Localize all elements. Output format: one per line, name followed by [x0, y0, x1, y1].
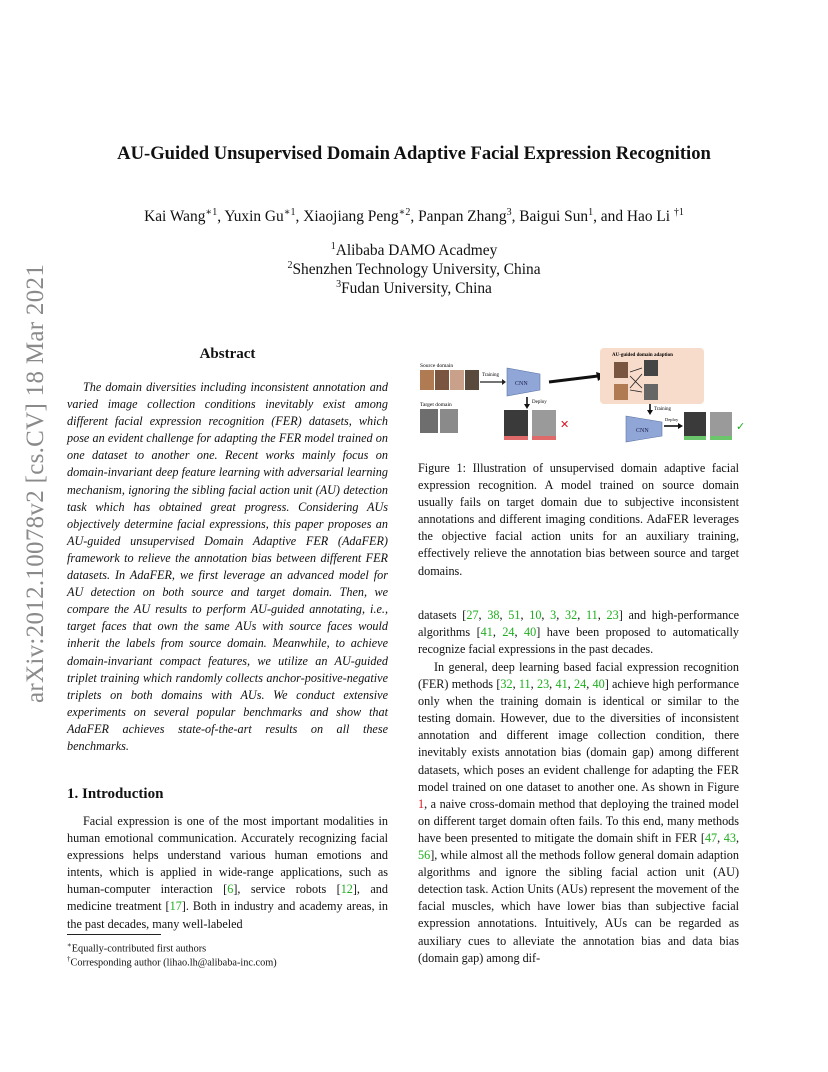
figure-1-caption: Figure 1: Illustration of unsupervised domain adaptive facial expression recognition. A model trained on source domain usually fails on target domain due to subjective inconsistent annotations and different imaging conditions. AdaFER leverages the objective facial action units for an auxiliary training, effectively relieve the annotation bias between source and target domains. — [418, 461, 739, 578]
text-segment: , — [520, 608, 530, 622]
footnote — [67, 952, 277, 970]
check-icon: ✓ — [736, 421, 746, 433]
affiliation-sup: 1 — [330, 241, 336, 252]
citation-link[interactable]: 24 — [502, 625, 515, 640]
citation-link[interactable]: 38 — [487, 608, 500, 622]
author-sup: 1 — [588, 207, 594, 218]
target-face-image — [440, 409, 458, 433]
citation-link[interactable]: 11 — [585, 608, 598, 622]
author-name: Baigui Sun — [519, 208, 589, 226]
source-face-image — [420, 370, 434, 390]
cnn-label: CNN — [515, 381, 528, 387]
text-segment: , — [597, 608, 607, 622]
citation-link[interactable]: 41 — [555, 677, 568, 692]
text-segment: , — [492, 625, 503, 640]
wrong-label-bar — [532, 436, 556, 440]
text-segment: , — [499, 608, 509, 622]
panel-face-image — [614, 362, 628, 378]
author-sup: †1 — [673, 207, 684, 218]
panel-face-image — [644, 360, 658, 376]
text-segment: , — [577, 608, 586, 622]
text-segment: , — [541, 608, 551, 622]
footnote-text: Equally-contributed first authors — [71, 943, 207, 955]
citation-link[interactable]: 10 — [529, 608, 542, 622]
citation-link[interactable]: 43 — [723, 830, 736, 845]
deploy-label: Deploy — [532, 400, 547, 405]
text-segment: Facial expression is one of the most important modalities in human emotional communication. Accurately recognizing facial expressions helps understand various human emotions and intents, which is applied in wide-range applications, such as human-computer interaction [ — [67, 814, 388, 897]
cnn-label: CNN — [636, 428, 649, 434]
result-face-image — [532, 410, 556, 438]
text-segment: ], while almost all the methods follow general domain adaption algorithms and ignore the sibling facial action unit (AU) detection task. Action Units (AUs) represent the movement of the facial muscles, which have lower bias than subjective facial expression annotations. Intuitively, AUs can be regarded as auxiliary cues to alleviate the annotation bias and data bias (domain gap) among dif- — [418, 848, 739, 965]
training-label: Training — [482, 373, 500, 378]
text-segment: ], and medicine treatment [ — [67, 882, 388, 914]
deploy-label: Deploy — [665, 417, 679, 422]
text-segment: , — [586, 677, 593, 692]
figure-ref-link[interactable]: 1 — [418, 796, 425, 811]
author-list: Kai Wang$^{∗1}$, Yuxin $Gu^{∗1}$, Xiaojiang Peng$^{∗2}$, Panpan Zhang$^3$, Baigui Sun$^1$, and Hao Li $^{\dagger 1}$ — [144, 207, 684, 226]
result-face-image — [684, 412, 706, 438]
text-segment: , — [556, 608, 566, 622]
source-face-image — [465, 370, 479, 390]
affiliation-name: Shenzhen Technology University, China — [292, 261, 541, 279]
citation-link[interactable]: 23 — [536, 677, 550, 692]
author-sup: ∗1 — [205, 207, 218, 218]
author-name: Panpan Zhang — [418, 208, 507, 226]
affiliation — [0, 241, 828, 260]
cross-icon: ✕ — [560, 419, 570, 431]
affiliation-name: Alibaba DAMO Acadmey — [335, 242, 498, 260]
affiliation-sup: 2 — [287, 260, 293, 271]
author-name: Kai Wang — [144, 208, 206, 226]
citation-link[interactable]: 32 — [565, 608, 578, 622]
result-face-image — [710, 412, 732, 438]
text-segment: ] achieve high performance only when the training domain is identical or similar to the testing domain. However, due to the diversities of inconsistent annotation and different image collection condition, there inevitably exists annotation bias (domain gap) among different datasets, which poses an evident challenge for adapting the FER model trained on one dataset to another one. As shown in Figure — [418, 677, 740, 794]
source-face-image — [450, 370, 464, 390]
wrong-label-bar — [504, 436, 528, 440]
author-name: Xiaojiang Peng — [303, 208, 399, 226]
text-segment: datasets [ — [418, 608, 467, 622]
citation-link[interactable]: 12 — [340, 882, 353, 897]
training-label: Training — [654, 407, 672, 412]
citation-link[interactable]: 41 — [480, 625, 493, 640]
citation-link[interactable]: 47 — [704, 830, 718, 845]
text-segment: ] and high-performance algorithms [ — [418, 608, 740, 640]
source-face-image — [435, 370, 449, 390]
body-paragraph — [418, 659, 739, 967]
paper-title: AU-Guided Unsupervised Domain Adaptive Facial Expression Recognition — [117, 143, 711, 164]
intro-paragraph — [67, 813, 388, 933]
figure-1-illustration — [418, 346, 748, 448]
citation-link[interactable]: 40 — [592, 677, 605, 692]
author-sup: ∗1 — [283, 207, 296, 218]
target-face-image — [420, 409, 438, 433]
arrow-head-icon — [678, 423, 683, 429]
footnote-mark: ∗ — [67, 941, 72, 949]
footnote-text: Corresponding author (lihao.lh@alibaba-inc.com) — [70, 957, 277, 969]
citation-link[interactable]: 40 — [524, 625, 537, 640]
correct-label-bar — [684, 436, 706, 440]
text-segment: , — [530, 677, 537, 692]
body-paragraph — [418, 607, 739, 658]
text-segment: , — [514, 625, 525, 640]
citation-link[interactable]: 51 — [508, 608, 521, 622]
affiliation-sup: 3 — [336, 279, 342, 290]
text-segment: , — [567, 677, 574, 692]
correct-label-bar — [710, 436, 732, 440]
arrow-head-icon — [524, 404, 530, 409]
abstract-heading: Abstract — [199, 346, 256, 362]
citation-link[interactable]: 6 — [227, 882, 234, 897]
arxiv-stamp: arXiv:2012.10078v2 [cs.CV] 18 Mar 2021 — [22, 263, 49, 703]
citation-link[interactable]: 27 — [466, 608, 479, 622]
affiliation — [0, 279, 828, 298]
citation-link[interactable]: 17 — [169, 899, 182, 914]
text-segment: ], service robots [ — [233, 882, 341, 897]
author-sup: 3 — [506, 207, 512, 218]
author-name: Yuxin Gu — [224, 208, 284, 226]
footnote-mark: † — [67, 955, 71, 963]
text-segment: , — [478, 608, 488, 622]
panel-face-image — [614, 384, 628, 400]
au-guided-label: AU-guided domain adaption — [612, 353, 673, 358]
author-sup: ∗2 — [398, 207, 411, 218]
text-segment: ] have been proposed to automatically recognize facial expressions in the past decades. — [418, 625, 739, 657]
author-name: Hao Li — [626, 208, 671, 226]
intro-heading: 1. Introduction — [67, 786, 164, 802]
text-segment: In general, deep learning based facial expression recognition (FER) methods [ — [418, 660, 739, 692]
footnote-rule — [67, 934, 161, 935]
text-segment: , — [717, 830, 724, 845]
citation-link[interactable]: 23 — [606, 608, 619, 622]
text-segment: ]. Both in industry and academy areas, in the past decades, many well-labeled — [67, 899, 388, 931]
text-segment: , — [512, 677, 519, 692]
text-segment: , a naive cross-domain method that deploying the trained model on different target domain often fails. To this end, many methods have been presented to mitigate the domain shift in FER [ — [418, 796, 739, 845]
affiliation — [0, 260, 828, 279]
arrow-head-icon — [502, 379, 506, 385]
citation-link[interactable]: 3 — [550, 608, 557, 622]
text-segment: , — [549, 677, 556, 692]
target-domain-label: Target domain — [420, 402, 452, 408]
source-domain-label: Source domain — [420, 363, 454, 369]
panel-face-image — [644, 384, 658, 400]
citation-link[interactable]: 56 — [418, 848, 431, 863]
big-arrow-icon — [549, 376, 598, 382]
text-segment: , — [735, 830, 740, 845]
abstract-text: The domain diversities including inconsistent annotation and varied image collection conditions inevitably exist among different facial expression recognition (FER) datasets, which pose an evident challenge for adapting the FER model trained on one dataset to another one. Recent works mainly focus on domain-invariant deep feature learning with adversarial learning mechanism, ignoring the sibling facial action unit (AU) detection task which has obtained great progress. Considering AUs objectively determine facial expressions, this paper proposes an AU-guided unsupervised Domain Adaptive FER (AdaFER) framework to relieve the annotation bias between different FER datasets. In AdaFER, we first leverage an advanced model for AU detection on both source and target domain. Then, we compare the AU results to perform AU-guided annotating, i.e., target faces that own the same AUs with source faces would inherit the labels from source domain. Meanwhile, to achieve domain-invariant compact features, we utilize an AU-guided triplet training which randomly collects anchor-positive-negative triplets on both domains with AUs. We conduct extensive experiments on several popular benchmarks and show that AdaFER achieves state-of-the-art results on all these benchmarks. — [67, 380, 388, 753]
citation-link[interactable]: 11 — [518, 677, 531, 692]
affiliation-name: Fudan University, China — [341, 280, 492, 298]
arrow-head-icon — [647, 410, 653, 415]
citation-link[interactable]: 32 — [500, 677, 513, 692]
citation-link[interactable]: 24 — [574, 677, 587, 692]
result-face-image — [504, 410, 528, 438]
